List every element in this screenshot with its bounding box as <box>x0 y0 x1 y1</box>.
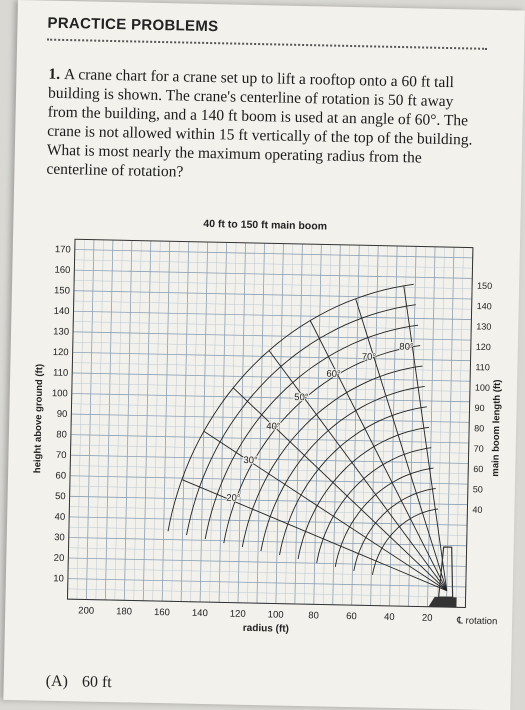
problem-number: 1. <box>48 65 61 83</box>
boom-angle-line <box>305 321 453 591</box>
grid-line-vertical <box>172 241 180 601</box>
y-tick-label: 100 <box>51 388 68 400</box>
grid-line-vertical <box>191 242 199 602</box>
y-tick-label: 40 <box>54 511 66 523</box>
grid-line-vertical <box>134 241 142 601</box>
grid-line-vertical <box>418 247 426 607</box>
y-tick-label: 110 <box>52 367 69 379</box>
x-axis-label: radius (ft) <box>242 622 290 635</box>
boom-length-label: 70 <box>473 443 484 454</box>
grid-line-vertical <box>105 240 113 600</box>
boom-length-label: 150 <box>477 280 493 291</box>
boom-length-label: 50 <box>472 484 483 495</box>
boom-length-label: 100 <box>474 382 491 393</box>
boom-angle-label: 60° <box>326 368 341 380</box>
crane-chart <box>24 228 513 658</box>
grid-line-vertical <box>361 245 369 605</box>
boom-length-label: 40 <box>472 504 483 515</box>
rotation-center-label: ℄ rotation <box>456 615 498 628</box>
x-tick-label: 180 <box>116 606 133 618</box>
grid-line-vertical <box>86 240 94 600</box>
grid-line-vertical <box>285 244 293 604</box>
boom-length-curve <box>261 383 425 554</box>
y-tick-label: 160 <box>54 264 71 277</box>
boom-length-label: 140 <box>476 301 492 312</box>
boom-angle-label: 80° <box>399 341 414 353</box>
boom-angle-label: 40° <box>266 421 281 433</box>
crane-base-shape <box>428 597 456 608</box>
boom-angle-label: 50° <box>294 392 309 404</box>
y-axis-label: height above ground (ft) <box>32 363 46 474</box>
boom-length-curve <box>224 342 420 548</box>
y-tick-label: 140 <box>53 305 70 318</box>
y-tick-label: 80 <box>56 429 68 441</box>
grid-line-vertical <box>446 247 454 607</box>
grid-line-vertical <box>210 242 218 602</box>
x-tick-label: 40 <box>383 611 395 624</box>
grid-line-vertical <box>115 240 123 600</box>
section-heading: PRACTICE PROBLEMS <box>47 14 219 36</box>
grid-line-vertical <box>304 244 312 604</box>
boom-length-label: 90 <box>474 402 485 414</box>
grid-line-vertical <box>200 242 208 602</box>
answer-value: 60 ft <box>81 673 112 692</box>
x-tick-label: 140 <box>191 607 208 620</box>
grid-line-vertical <box>247 243 255 603</box>
y-tick-label: 50 <box>54 491 66 503</box>
problem-text: A crane chart for a crane set up to lift a rooftop onto a 60 ft tall building is shown. The crane's centerline of rotation is 50 ft away from the building, and a 140 ft boom is used at an angle of 60°. The crane is not allowed within 15 ft vertically of the top of the building. What is most nearly the maximum operating radius from the centerline of rotation? <box>46 65 473 181</box>
grid-line-vertical <box>219 242 227 602</box>
x-tick-label: 200 <box>78 605 95 617</box>
x-tick-label: 100 <box>267 609 284 621</box>
grid-line-vertical <box>371 246 379 606</box>
boom-length-label: 120 <box>475 341 491 353</box>
y-tick-label: 170 <box>54 244 71 256</box>
y-tick-label: 90 <box>56 408 68 420</box>
chart-title: 40 ft to 150 ft main boom <box>203 217 328 233</box>
grid-line-vertical <box>181 242 189 602</box>
grid-line-vertical <box>427 247 435 607</box>
answer-option-a <box>46 673 112 692</box>
x-tick-label: 80 <box>308 610 319 622</box>
grid-line-vertical <box>257 243 265 603</box>
boom-curves <box>167 279 442 576</box>
grid-line-vertical <box>380 246 388 606</box>
boom-angle-label: 20° <box>226 492 241 504</box>
y-tick-label: 20 <box>53 552 65 564</box>
boom-angle-label: 70° <box>361 351 377 363</box>
grid-line-vertical <box>124 240 132 600</box>
grid-line-vertical <box>409 246 417 606</box>
boom-length-label: 80 <box>474 423 485 434</box>
grid-line-vertical <box>162 241 170 601</box>
boom-length-label: 110 <box>475 362 490 373</box>
y-tick-label: 30 <box>54 532 65 544</box>
chart-labels <box>29 244 506 639</box>
boom-angle-line <box>201 431 450 590</box>
grid-line-vertical <box>96 240 104 600</box>
y-tick-label: 150 <box>53 285 71 297</box>
grid-line-vertical <box>77 239 85 599</box>
textbook-page <box>3 0 525 710</box>
x-tick-label: 60 <box>346 611 357 623</box>
grid-line-vertical <box>238 243 246 603</box>
y-tick-label: 10 <box>53 573 64 585</box>
grid-line-vertical <box>295 244 303 604</box>
x-tick-label: 120 <box>229 608 246 620</box>
answer-letter: (A) <box>45 672 69 691</box>
y-tick-label: 70 <box>55 449 67 462</box>
problem-statement <box>46 65 486 188</box>
x-tick-label: 20 <box>421 612 433 624</box>
boom-angle-label: 30° <box>243 455 258 467</box>
y-tick-label: 130 <box>53 326 70 338</box>
y-tick-label: 120 <box>52 346 69 359</box>
y-tick-label: 60 <box>55 470 67 482</box>
grid-line-vertical <box>153 241 161 601</box>
boom-length-label: 130 <box>476 321 492 332</box>
grid-line-vertical <box>390 246 398 606</box>
right-axis-label: main boom length (ft) <box>490 379 504 477</box>
grid-line-vertical <box>314 244 322 604</box>
grid-line-vertical <box>143 241 151 601</box>
boom-length-label: 60 <box>473 463 484 475</box>
heading-rule <box>47 39 487 50</box>
x-tick-label: 160 <box>153 606 171 619</box>
grid-line-vertical <box>342 245 350 605</box>
grid-line-vertical <box>456 247 464 607</box>
